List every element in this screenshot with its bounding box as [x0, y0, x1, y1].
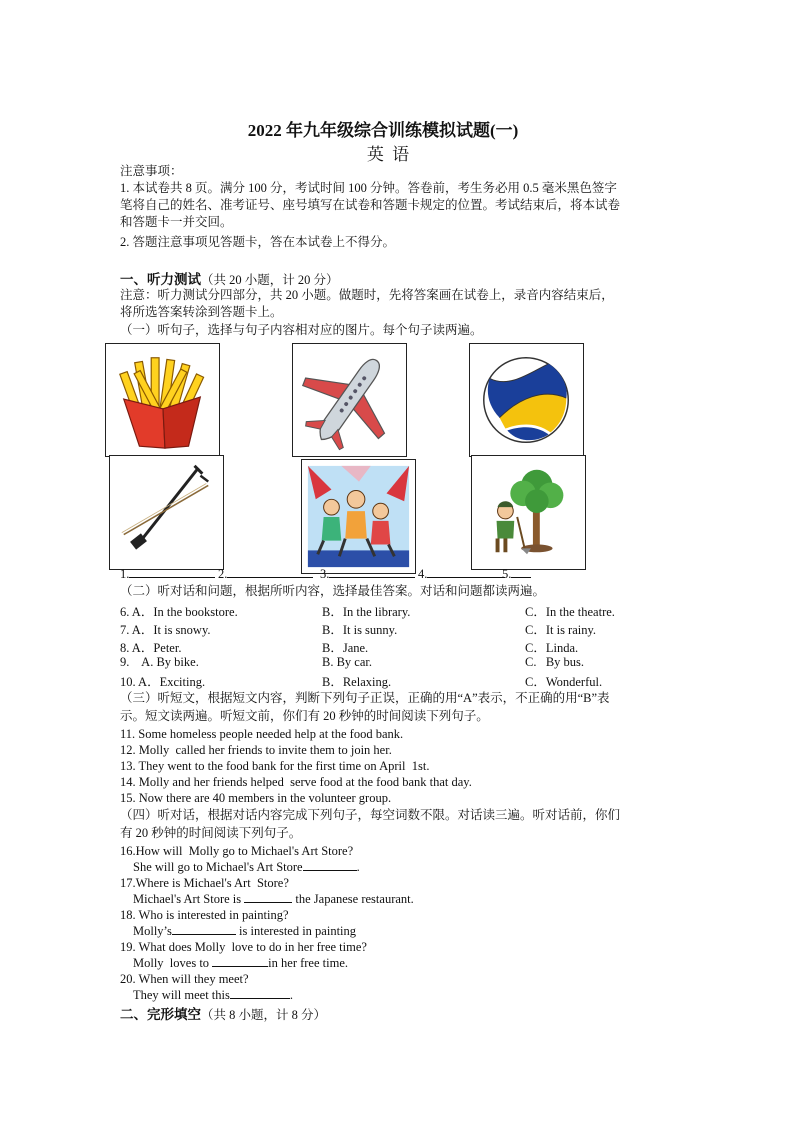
- answer-16: She will go to Michael's Art Store .: [133, 860, 360, 874]
- section-2-heading: [120, 1003, 326, 1023]
- question-6-option-b: B．In the library.: [322, 605, 411, 619]
- planting-tree-icon: [472, 456, 585, 569]
- statement-14: 14. Molly and her friends helped serve food at the food bank that day.: [120, 775, 472, 789]
- picture-label-1: 1.: [120, 566, 215, 582]
- picture-f: [471, 455, 586, 570]
- section-2-note: （共 8 小题，计 8 分）: [201, 1008, 327, 1022]
- section-1-title: 一、听力测试: [120, 272, 201, 287]
- question-10-option-c: C．Wonderful.: [525, 675, 603, 689]
- picture-c: [469, 343, 584, 457]
- picture-a: [105, 343, 220, 457]
- picture-b: [292, 343, 407, 457]
- notice-line-2: 笔将自己的姓名、准考证号、座号填写在试卷和答题卡规定的位置。考试结束后，将本试卷: [120, 198, 621, 212]
- question-20: 20. When will they meet?: [120, 972, 249, 986]
- part-1-instruction: （一）听句子，选择与句子内容相对应的图片。每个句子读两遍。: [120, 323, 483, 337]
- question-8-option-b: B．Jane.: [322, 641, 369, 655]
- answer-16-blank[interactable]: [303, 859, 357, 871]
- question-6-option-a: 6. A．In the bookstore.: [120, 605, 238, 619]
- question-7-option-b: B．It is sunny.: [322, 623, 398, 637]
- part-4-instruction-2: 有 20 秒钟的时间阅读下列句子。: [120, 826, 302, 840]
- notice-line-1: 1. 本试卷共 8 页。满分 100 分，考试时间 100 分钟。答卷前，考生务必用 0.5 毫米黑色签字: [120, 181, 617, 195]
- picture-label-5: 5.: [502, 566, 531, 582]
- part-2-instruction: （二）听对话和问题，根据所听内容，选择最佳答案。对话和问题都读两遍。: [120, 584, 546, 598]
- statement-11: 11. Some homeless people needed help at the food bank.: [120, 727, 404, 741]
- answer-17-blank[interactable]: [244, 891, 292, 903]
- notice-line-3: 和答题卡一并交回。: [120, 215, 233, 229]
- question-8-option-c: C．Linda.: [525, 641, 579, 655]
- question-9-option-a: 9. A. By bike.: [120, 655, 199, 669]
- statement-15: 15. Now there are 40 members in the volunteer group.: [120, 791, 392, 805]
- question-18: 18. Who is interested in painting?: [120, 908, 289, 922]
- exam-subject: 英 语: [366, 145, 412, 164]
- section-1-intro-1: 注意：听力测试分四部分，共 20 小题。做题时，先将答案画在试卷上，录音内容结束后，: [120, 288, 614, 302]
- volleyball-icon: [470, 344, 583, 456]
- picture-label-3: 3.: [320, 566, 415, 582]
- picture-label-4: 4.: [418, 566, 505, 582]
- picture-d: [109, 455, 224, 570]
- part-4-instruction-1: （四）听对话，根据对话内容完成下列句子，每空词数不限。对话读三遍。听对话前，你们: [120, 808, 621, 822]
- question-10-option-a: 10. A．Exciting.: [120, 675, 206, 689]
- dancing-children-icon: [302, 460, 415, 573]
- statement-13: 13. They went to the food bank for the first time on April 1st.: [120, 759, 430, 773]
- airplane-icon: [293, 344, 406, 456]
- answer-19: Molly loves to in her free time.: [133, 956, 348, 970]
- notice-line-4: 2. 答题注意事项见答题卡，答在本试卷上不得分。: [120, 235, 396, 249]
- part-3-instruction-2: 示。短文读两遍。听短文前，你们有 20 秒钟的时间阅读下列句子。: [120, 709, 489, 723]
- question-10-option-b: B．Relaxing.: [322, 675, 392, 689]
- answer-18: Molly’s is interested in painting: [133, 924, 357, 938]
- section-2-title: 二、完形填空: [120, 1007, 201, 1022]
- section-1-heading: [120, 268, 339, 288]
- notice-heading: 注意事项：: [120, 164, 183, 178]
- statement-12: 12. Molly called her friends to invite them to join her.: [120, 743, 392, 757]
- question-16: 16.How will Molly go to Michael's Art Store?: [120, 844, 354, 858]
- question-9-option-c: C. By bus.: [525, 655, 585, 669]
- picture-e: [301, 459, 416, 574]
- question-8-option-a: 8. A．Peter.: [120, 641, 182, 655]
- answer-20: They will meet this .: [133, 988, 293, 1002]
- question-6-option-c: C．In the theatre.: [525, 605, 615, 619]
- answer-17: Michael's Art Store is the Japanese restaurant.: [133, 892, 414, 906]
- french-fries-icon: [106, 344, 219, 456]
- picture-label-2: 2.: [218, 566, 313, 582]
- question-7-option-a: 7. A．It is snowy.: [120, 623, 211, 637]
- part-3-instruction-1: （三）听短文，根据短文内容，判断下列句子正误，正确的用“A”表示，不正确的用“B”表: [120, 691, 610, 705]
- answer-20-blank[interactable]: [230, 987, 290, 999]
- answer-19-blank[interactable]: [212, 955, 268, 967]
- erhu-icon: [110, 456, 223, 569]
- question-7-option-c: C．It is rainy.: [525, 623, 597, 637]
- answer-18-blank[interactable]: [172, 923, 236, 935]
- question-19: 19. What does Molly love to do in her free time?: [120, 940, 367, 954]
- section-1-intro-2: 将所选答案转涂到答题卡上。: [120, 305, 283, 319]
- section-1-note: （共 20 小题，计 20 分）: [201, 273, 339, 287]
- exam-title: 2022 年九年级综合训练模拟试题(一): [247, 121, 519, 140]
- question-9-option-b: B. By car.: [322, 655, 372, 669]
- question-17: 17.Where is Michael's Art Store?: [120, 876, 289, 890]
